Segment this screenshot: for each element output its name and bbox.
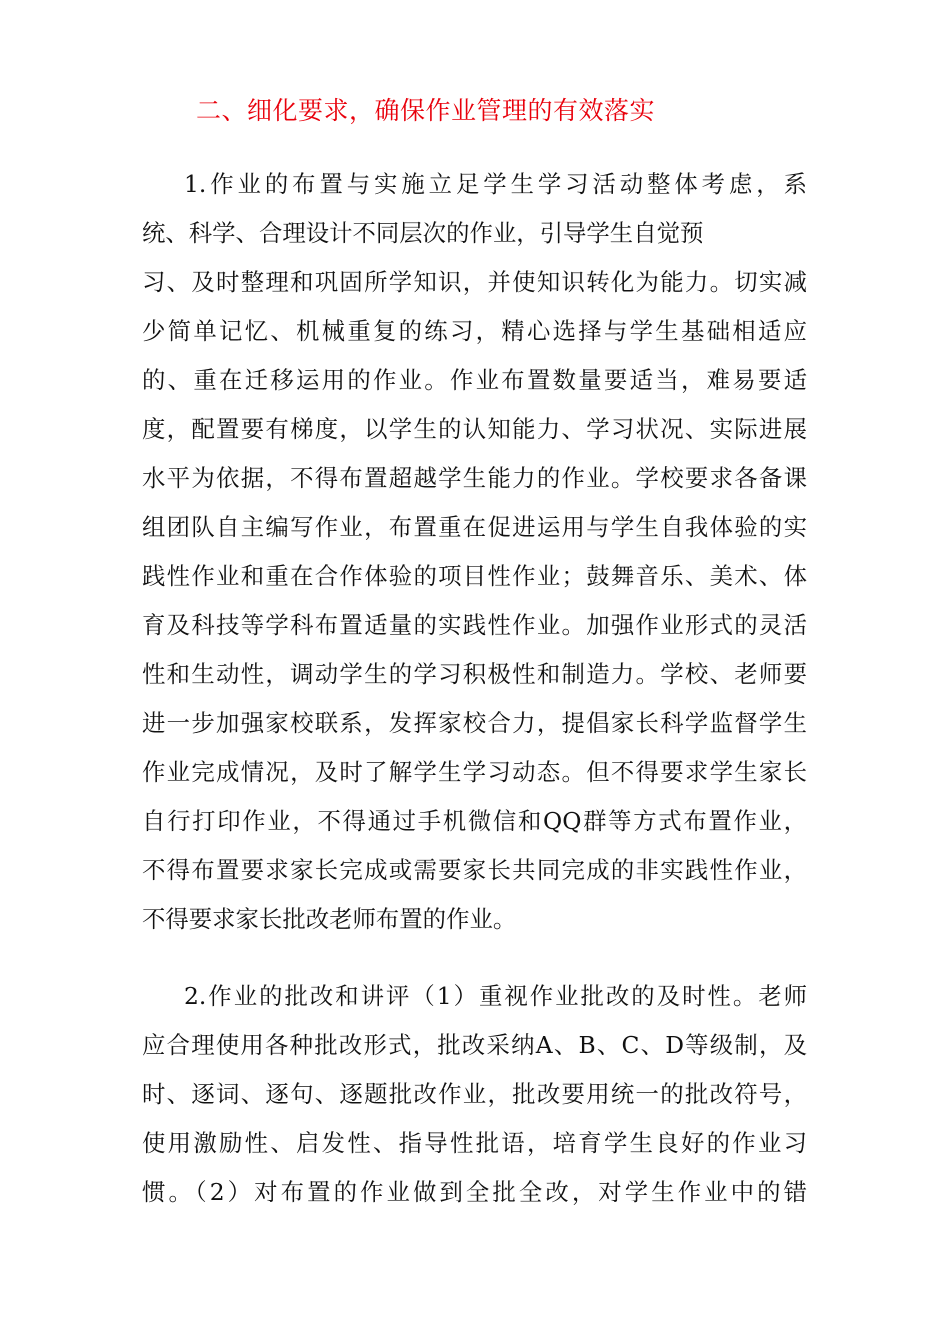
paragraph-line: 少简单记忆、机械重复的练习，精心选择与学生基础相适应 [142,317,807,345]
paragraph-line: 育及科技等学科布置适量的实践性作业。加强作业形式的灵活 [142,611,807,639]
paragraph-line: 作业完成情况，及时了解学生学习动态。但不得要求学生家长 [142,758,807,786]
paragraph-line: 性和生动性，调动学生的学习积极性和制造力。学校、老师要 [142,660,807,688]
paragraph-line: 水平为依据，不得布置超越学生能力的作业。学校要求各备课 [142,464,807,492]
paragraph-line: 应合理使用各种批改形式，批改采纳A、B、C、D等级制，及 [142,1031,807,1059]
paragraph-line: 组团队自主编写作业，布置重在促进运用与学生自我体验的实 [142,513,807,541]
paragraph-line: 践性作业和重在合作体验的项目性作业；鼓舞音乐、美术、体 [142,562,807,590]
paragraph-line: 度，配置要有梯度，以学生的认知能力、学习状况、实际进展 [142,415,807,443]
paragraph-line: 1.作业的布置与实施立足学生学习活动整体考虑，系 [184,170,807,198]
paragraph-line: 不得要求家长批改老师布置的作业。 [142,905,517,933]
paragraph-line: 惯。（2）对布置的作业做到全批全改，对学生作业中的错 [142,1178,807,1206]
paragraph-line: 使用激励性、启发性、指导性批语，培育学生良好的作业习 [142,1129,807,1157]
paragraph-line: 不得布置要求家长完成或需要家长共同完成的非实践性作业， [142,856,807,884]
paragraph-1 [142,160,807,944]
paragraph-line: 进一步加强家校联系，发挥家校合力，提倡家长科学监督学生 [142,709,807,737]
paragraph-line: 的、重在迁移运用的作业。作业布置数量要适当，难易要适 [142,366,807,394]
paragraph-line: 习、及时整理和巩固所学知识，并使知识转化为能力。切实减 [142,268,807,296]
paragraph-2 [142,972,807,1217]
paragraph-line: 统、科学、合理设计不同层次的作业，引导学生自觉预 [142,219,704,247]
paragraph-line: 时、逐词、逐句、逐题批改作业，批改要用统一的批改符号， [142,1080,807,1108]
paragraph-line: 自行打印作业，不得通过手机微信和QQ群等方式布置作业， [142,807,807,835]
paragraph-line: 2.作业的批改和讲评（1）重视作业批改的及时性。老师 [184,982,807,1010]
section-heading: 二、细化要求，确保作业管理的有效落实 [196,96,656,125]
